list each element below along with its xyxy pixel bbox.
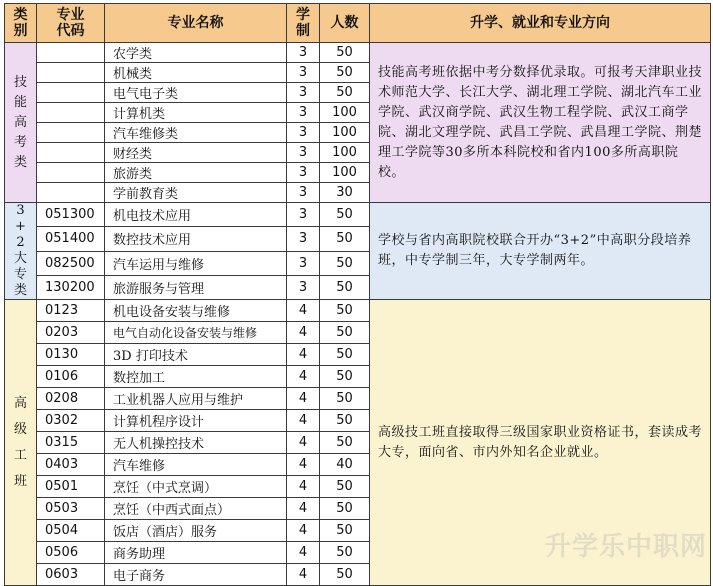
years-cell: 4 [287, 322, 320, 344]
code-cell: 130200 [37, 275, 105, 299]
name-cell: 无人机操控技术 [105, 432, 287, 454]
name-cell: 商务助理 [105, 542, 287, 564]
years-cell: 4 [287, 476, 320, 498]
code-cell: 0603 [37, 564, 105, 586]
name-cell: 学前教育类 [105, 183, 287, 203]
name-cell: 旅游服务与管理 [105, 275, 287, 299]
name-cell: 计算机程序设计 [105, 410, 287, 432]
name-cell: 计算机类 [105, 103, 287, 123]
name-cell: 汽车维修类 [105, 123, 287, 143]
count-cell: 50 [320, 498, 370, 520]
count-cell: 50 [320, 476, 370, 498]
name-cell: 汽车维修 [105, 454, 287, 476]
years-cell: 3 [287, 275, 320, 299]
count-cell: 50 [320, 366, 370, 388]
code-cell: 0315 [37, 432, 105, 454]
years-cell: 3 [287, 183, 320, 203]
table-row [5, 300, 711, 322]
code-cell [37, 163, 105, 183]
code-cell: 0123 [37, 300, 105, 322]
count-cell: 50 [320, 410, 370, 432]
header-name: 专业名称 [105, 4, 287, 43]
years-cell: 3 [287, 103, 320, 123]
name-cell: 汽车运用与维修 [105, 251, 287, 275]
code-cell [37, 143, 105, 163]
years-cell: 3 [287, 203, 320, 227]
count-cell: 50 [320, 564, 370, 586]
header-count: 人数 [320, 4, 370, 43]
count-cell: 50 [320, 251, 370, 275]
count-cell: 100 [320, 163, 370, 183]
count-cell: 100 [320, 103, 370, 123]
header-direction: 升学、就业和专业方向 [370, 4, 711, 43]
code-cell: 0302 [37, 410, 105, 432]
years-cell: 4 [287, 344, 320, 366]
years-cell: 3 [287, 43, 320, 63]
count-cell: 50 [320, 203, 370, 227]
header-category: 类别 [5, 4, 37, 43]
header-years: 学制 [287, 4, 320, 43]
name-cell: 机电技术应用 [105, 203, 287, 227]
code-cell [37, 183, 105, 203]
code-cell: 0503 [37, 498, 105, 520]
count-cell: 50 [320, 388, 370, 410]
count-cell: 50 [320, 520, 370, 542]
code-cell: 0501 [37, 476, 105, 498]
name-cell: 机电设备安装与维修 [105, 300, 287, 322]
code-cell [37, 103, 105, 123]
years-cell: 3 [287, 251, 320, 275]
direction-cell: 学校与省内高职院校联合开办“3+2”中高职分段培养班，中专学制三年，大专学制两年。 [370, 203, 711, 300]
years-cell: 4 [287, 388, 320, 410]
count-cell: 40 [320, 454, 370, 476]
code-cell [37, 63, 105, 83]
direction-cell: 高级技工班直接取得三级国家职业资格证书，套读成考大专，面向省、市内外知名企业就业。 [370, 300, 711, 586]
name-cell: 3D 打印技术 [105, 344, 287, 366]
category-cell: 3+2大专类 [5, 203, 37, 300]
years-cell: 4 [287, 542, 320, 564]
name-cell: 电气自动化设备安装与维修 [105, 322, 287, 344]
name-cell: 财经类 [105, 143, 287, 163]
years-cell: 4 [287, 366, 320, 388]
code-cell: 0203 [37, 322, 105, 344]
years-cell: 3 [287, 63, 320, 83]
code-cell: 0403 [37, 454, 105, 476]
name-cell: 旅游类 [105, 163, 287, 183]
code-cell: 0208 [37, 388, 105, 410]
count-cell: 50 [320, 83, 370, 103]
direction-cell: 技能高考班依据中考分数择优录取。可报考天津职业技术师范大学、长江大学、湖北理工学院、湖北汽车工业学院、武汉商学院、武汉生物工程学院、武汉工商学院、湖北文理学院、武昌工学院、武昌理工学院、荆楚理工学院等30多所本科院校和省内100多所高职院校。 [370, 43, 711, 203]
years-cell: 4 [287, 498, 320, 520]
code-cell: 0130 [37, 344, 105, 366]
code-cell: 0506 [37, 542, 105, 564]
code-cell [37, 123, 105, 143]
years-cell: 4 [287, 564, 320, 586]
name-cell: 数控技术应用 [105, 227, 287, 251]
count-cell: 50 [320, 344, 370, 366]
years-cell: 3 [287, 227, 320, 251]
count-cell: 50 [320, 322, 370, 344]
code-cell: 0106 [37, 366, 105, 388]
count-cell: 30 [320, 183, 370, 203]
years-cell: 4 [287, 454, 320, 476]
category-cell: 技能高考类 [5, 43, 37, 203]
table-row [5, 43, 711, 63]
name-cell: 数控加工 [105, 366, 287, 388]
years-cell: 3 [287, 163, 320, 183]
name-cell: 电子商务 [105, 564, 287, 586]
code-cell: 051300 [37, 203, 105, 227]
name-cell: 烹饪（中式烹调） [105, 476, 287, 498]
table-row [5, 203, 711, 227]
code-cell [37, 83, 105, 103]
years-cell: 4 [287, 520, 320, 542]
years-cell: 3 [287, 123, 320, 143]
majors-table [4, 3, 711, 586]
watermark: 升学乐中职网 [544, 532, 707, 562]
count-cell: 50 [320, 227, 370, 251]
code-cell: 051400 [37, 227, 105, 251]
code-cell: 0504 [37, 520, 105, 542]
header-code: 专业代码 [37, 4, 105, 43]
code-cell [37, 43, 105, 63]
header-row [5, 4, 711, 43]
years-cell: 4 [287, 432, 320, 454]
years-cell: 3 [287, 143, 320, 163]
name-cell: 机械类 [105, 63, 287, 83]
count-cell: 100 [320, 143, 370, 163]
years-cell: 4 [287, 300, 320, 322]
name-cell: 农学类 [105, 43, 287, 63]
count-cell: 50 [320, 542, 370, 564]
name-cell: 烹饪（中西式面点） [105, 498, 287, 520]
count-cell: 50 [320, 63, 370, 83]
code-cell: 082500 [37, 251, 105, 275]
count-cell: 50 [320, 275, 370, 299]
count-cell: 50 [320, 43, 370, 63]
category-cell: 高级工班 [5, 300, 37, 586]
count-cell: 50 [320, 300, 370, 322]
name-cell: 工业机器人应用与维护 [105, 388, 287, 410]
years-cell: 3 [287, 83, 320, 103]
years-cell: 4 [287, 410, 320, 432]
count-cell: 100 [320, 123, 370, 143]
name-cell: 电气电子类 [105, 83, 287, 103]
count-cell: 50 [320, 432, 370, 454]
name-cell: 饭店（酒店）服务 [105, 520, 287, 542]
